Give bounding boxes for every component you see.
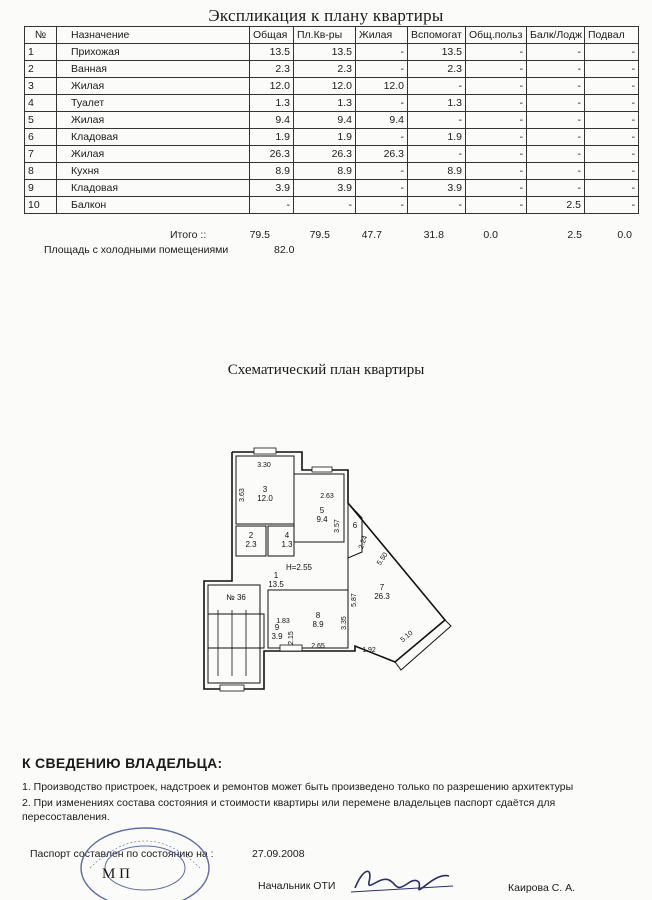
dimension-label: 1.92	[362, 647, 376, 654]
apartment-plan	[0, 440, 652, 700]
room-9-outline	[208, 614, 264, 648]
area-value: 8.9	[294, 163, 356, 180]
area-value: -	[466, 78, 527, 95]
area-value: -	[527, 44, 585, 61]
room-purpose: Жилая	[57, 78, 250, 95]
row-number: 3	[25, 78, 57, 95]
table-row	[25, 129, 639, 146]
area-value: 1.9	[408, 129, 466, 146]
total-pl-kv: 79.5	[309, 229, 330, 241]
area-value: 13.5	[408, 44, 466, 61]
area-value: -	[250, 197, 294, 214]
dimension-label: 5.50	[375, 551, 390, 567]
dimension-label: 2.63	[320, 493, 334, 500]
explication-table	[24, 26, 639, 214]
area-value: -	[356, 61, 408, 78]
room-number-label: 5	[319, 506, 325, 515]
area-value: -	[356, 44, 408, 61]
area-value: -	[408, 197, 466, 214]
window-room-5	[312, 467, 332, 472]
area-value: -	[527, 78, 585, 95]
table-row	[25, 78, 639, 95]
row-number: 4	[25, 95, 57, 112]
table-body	[25, 44, 639, 214]
table-row	[25, 44, 639, 61]
row-number: 6	[25, 129, 57, 146]
area-value: 3.9	[408, 180, 466, 197]
room-purpose: Туалет	[57, 95, 250, 112]
area-value: 1.9	[294, 129, 356, 146]
dimension-label: 3.57	[334, 519, 341, 533]
area-value: -	[585, 180, 639, 197]
area-value: -	[466, 146, 527, 163]
area-value: 2.3	[250, 61, 294, 78]
area-value: 2.5	[527, 197, 585, 214]
area-value: -	[408, 112, 466, 129]
area-value: 12.0	[250, 78, 294, 95]
dimension-label: 2.15	[288, 631, 295, 645]
passport-date: 27.09.2008	[252, 848, 305, 860]
chief-signature	[345, 862, 460, 900]
area-value: -	[527, 95, 585, 112]
area-value: 1.3	[250, 95, 294, 112]
area-value: -	[527, 180, 585, 197]
room-number-label: 6	[352, 521, 358, 530]
dimension-label: 1.83	[276, 618, 290, 625]
area-value: 1.3	[294, 95, 356, 112]
room-purpose: Ванная	[57, 61, 250, 78]
passport-date-label: Паспорт составлен по состоянию на :	[30, 848, 214, 860]
area-value: -	[585, 163, 639, 180]
row-number: 9	[25, 180, 57, 197]
totals-label: Итого ::	[170, 229, 207, 241]
area-value: -	[466, 163, 527, 180]
room-number-label: 1	[273, 571, 279, 580]
area-value: -	[527, 61, 585, 78]
table-row	[25, 146, 639, 163]
area-value: -	[585, 44, 639, 61]
dimension-label: 3.63	[239, 488, 246, 502]
area-value: -	[527, 163, 585, 180]
table-row	[25, 112, 639, 129]
total-obsh-polz: 0.0	[483, 229, 498, 241]
area-value: -	[294, 197, 356, 214]
balcony	[395, 620, 451, 670]
total-balk: 2.5	[567, 229, 582, 241]
col-header-basement: Подвал	[585, 27, 639, 44]
col-header-balcony: Балк/Лодж	[527, 27, 585, 44]
outer-wall	[204, 452, 445, 689]
official-stamp	[78, 822, 213, 900]
room-purpose: Балкон	[57, 197, 250, 214]
room-number-label: 2	[248, 531, 254, 540]
room-area-label: 8.9	[312, 620, 324, 629]
room-area-label: 3.9	[271, 632, 283, 641]
window-stairwell	[220, 685, 244, 691]
area-value: 8.9	[250, 163, 294, 180]
window-room-8	[280, 645, 302, 651]
room-area-label: 1.3	[281, 540, 293, 549]
table-row	[25, 163, 639, 180]
col-header-living: Жилая	[356, 27, 408, 44]
area-value: -	[466, 180, 527, 197]
area-value: 3.9	[250, 180, 294, 197]
area-value: -	[585, 112, 639, 129]
total-zhilaya: 47.7	[361, 229, 382, 241]
table-row	[25, 61, 639, 78]
area-value: 13.5	[294, 44, 356, 61]
area-value: -	[466, 95, 527, 112]
room-purpose: Жилая	[57, 112, 250, 129]
area-value: 1.9	[250, 129, 294, 146]
area-value: -	[585, 129, 639, 146]
area-value: -	[466, 197, 527, 214]
area-value: -	[408, 78, 466, 95]
area-value: 1.3	[408, 95, 466, 112]
area-value: 2.3	[408, 61, 466, 78]
plan-title: Схематический план квартиры	[227, 362, 425, 378]
owner-notice-item-2: 2. При изменениях состава состояния и стоимости квартиры или перемене владельцев паспорт сдаётся для	[22, 797, 556, 809]
window-room-3	[254, 448, 276, 454]
area-value: -	[527, 129, 585, 146]
area-value: -	[466, 112, 527, 129]
area-value: -	[408, 146, 466, 163]
area-value: -	[466, 129, 527, 146]
area-value: 3.9	[294, 180, 356, 197]
total-obshaya: 79.5	[249, 229, 270, 241]
area-value: -	[356, 95, 408, 112]
room-purpose: Прихожая	[57, 44, 250, 61]
area-value: 9.4	[250, 112, 294, 129]
row-number: 8	[25, 163, 57, 180]
dimension-label: 5.10	[399, 629, 415, 644]
row-number: 10	[25, 197, 57, 214]
room-purpose: Кладовая	[57, 180, 250, 197]
row-number: 5	[25, 112, 57, 129]
room-purpose: Кладовая	[57, 129, 250, 146]
room-area-label: 2.3	[245, 540, 257, 549]
area-value: -	[585, 61, 639, 78]
area-value: -	[527, 146, 585, 163]
ceiling-height-label: Н=2.55	[285, 563, 313, 572]
area-value: 8.9	[408, 163, 466, 180]
dimension-label: 2.65	[311, 643, 325, 650]
area-value: 26.3	[294, 146, 356, 163]
area-value: 26.3	[250, 146, 294, 163]
row-number: 1	[25, 44, 57, 61]
col-header-auxiliary: Вспомогат	[408, 27, 466, 44]
row-number: 7	[25, 146, 57, 163]
room-area-label: 12.0	[257, 494, 273, 503]
room-area-label: 9.4	[316, 515, 328, 524]
col-header-number: №	[25, 27, 57, 44]
room-number-label: 4	[284, 531, 290, 540]
area-value: 12.0	[356, 78, 408, 95]
dimension-label: 2.24	[357, 534, 370, 551]
area-value: 13.5	[250, 44, 294, 61]
table-row	[25, 197, 639, 214]
room-purpose: Кухня	[57, 163, 250, 180]
document-title: Экспликация к плану квартиры	[208, 6, 444, 25]
area-value: 9.4	[356, 112, 408, 129]
area-value: -	[356, 180, 408, 197]
room-number-label: 9	[274, 623, 280, 632]
row-number: 2	[25, 61, 57, 78]
area-value: 2.3	[294, 61, 356, 78]
chief-name: Каирова С. А.	[508, 882, 576, 894]
total-podval: 0.0	[617, 229, 632, 241]
room-area-label: 13.5	[268, 580, 284, 589]
area-value: 12.0	[294, 78, 356, 95]
dimension-label: 3.30	[257, 462, 271, 469]
area-value: -	[356, 163, 408, 180]
area-value: -	[527, 112, 585, 129]
room-number-label: 7	[379, 583, 385, 592]
dimension-label: 3.35	[341, 616, 348, 630]
room-number-label: 3	[262, 485, 268, 494]
cold-area-label: Площадь с холодными помещениями	[44, 244, 229, 256]
area-value: 26.3	[356, 146, 408, 163]
col-header-total: Общая	[250, 27, 294, 44]
table-header-row	[25, 27, 639, 44]
owner-notice-heading: К СВЕДЕНИЮ ВЛАДЕЛЬЦА:	[22, 755, 223, 771]
area-value: -	[356, 129, 408, 146]
chief-label: Начальник ОТИ	[258, 880, 336, 892]
area-value: 9.4	[294, 112, 356, 129]
area-value: -	[466, 44, 527, 61]
area-value: -	[585, 146, 639, 163]
area-value: -	[585, 78, 639, 95]
area-value: -	[356, 197, 408, 214]
room-purpose: Жилая	[57, 146, 250, 163]
area-value: -	[585, 95, 639, 112]
owner-notice-item-1: 1. Производство пристроек, надстроек и ремонтов может быть произведено только по разрешению архитектуры	[22, 781, 574, 793]
room-number-label: 8	[315, 611, 321, 620]
table-row	[25, 95, 639, 112]
table-row	[25, 180, 639, 197]
stamp-place-mark: М П	[102, 866, 130, 882]
col-header-common-use: Общ.польз	[466, 27, 527, 44]
dimension-label: 5.87	[351, 593, 358, 607]
col-header-apartment-area: Пл.Кв-ры	[294, 27, 356, 44]
room-area-label: 26.3	[374, 592, 390, 601]
total-vspomogat: 31.8	[423, 229, 444, 241]
apartment-number-label: № 36	[226, 593, 246, 602]
area-value: -	[466, 61, 527, 78]
col-header-purpose: Назначение	[57, 27, 250, 44]
area-value: -	[585, 197, 639, 214]
owner-notice-item-2-cont: пересоставления.	[22, 811, 110, 823]
cold-area-value: 82.0	[274, 244, 295, 256]
